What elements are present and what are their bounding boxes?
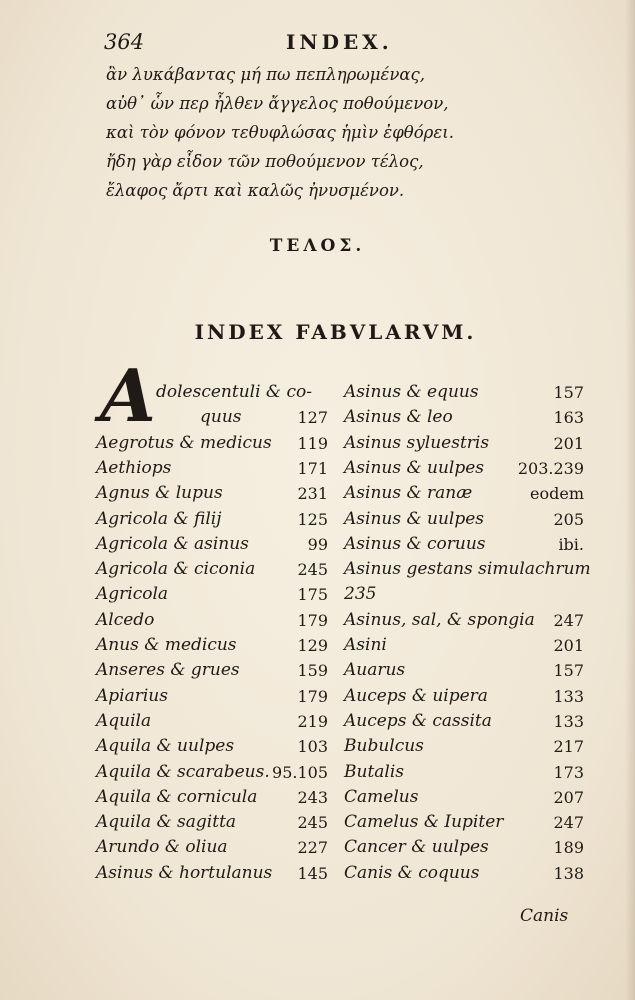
entry-page-number: 157: [553, 661, 584, 681]
entry-page-number: 201: [553, 433, 584, 453]
entry-page-number: 179: [297, 610, 328, 630]
index-entry: [96, 557, 328, 582]
entry-name: Asinus & uulpes: [344, 457, 485, 478]
index-entry: [96, 582, 328, 607]
entry-page-number: 245: [297, 813, 328, 833]
index-entry: [96, 507, 328, 532]
index-entry: [344, 734, 584, 759]
entry-page-number: 203.239: [517, 458, 584, 478]
greek-verse: [106, 60, 486, 205]
index-entry: [96, 380, 328, 405]
index-entry: [96, 633, 328, 658]
index-entry: [344, 658, 584, 683]
entry-page-number: 157: [553, 383, 584, 402]
index-entry: [96, 481, 328, 506]
telos-heading: ΤΕΛΟΣ.: [269, 236, 366, 256]
entry-name: Asinus, sal, & spongia: [344, 609, 535, 630]
entry-name: Canis & coquus: [344, 862, 480, 883]
entry-name: Asinus gestans simulachrum: [344, 559, 591, 580]
entry-name: Asinus & uulpes: [344, 508, 485, 529]
running-header: INDEX.: [286, 30, 393, 54]
entry-page-number: 95.105: [272, 762, 328, 782]
entry-name: Asinus & hortulanus: [96, 862, 273, 883]
entry-name: Anus & medicus: [96, 635, 237, 655]
entry-name: Aquila & scarabeus.: [96, 761, 270, 782]
index-entry: [344, 861, 584, 886]
entry-name: Aegrotus & medicus: [96, 432, 272, 453]
entry-page-number: 145: [297, 863, 328, 883]
entry-name: Auceps & uipera: [344, 685, 488, 706]
entry-name: Agricola & filij: [96, 508, 222, 529]
entry-name: Bubulcus: [344, 736, 424, 757]
drop-cap: A: [100, 353, 156, 438]
entry-page-number: 175: [297, 585, 328, 605]
greek-line: ἔλαφος ἄρτι καὶ καλῶς ἠνυσμένον.: [106, 181, 405, 200]
index-entry: [344, 835, 584, 860]
entry-page-number: 207: [553, 787, 584, 807]
entry-name: dolescentuli & co-: [156, 382, 312, 402]
entry-name: Asinus & equus: [344, 382, 479, 402]
index-entry: [344, 431, 584, 456]
index-entry: [344, 760, 584, 785]
index-entry: [344, 405, 584, 430]
entry-name: Camelus: [344, 786, 419, 807]
entry-page-number: 217: [553, 737, 584, 757]
entry-page-number: 173: [553, 762, 584, 782]
entry-name: Aquila & sagitta: [96, 812, 237, 833]
greek-line: αὐθ᾽ ὧν περ ἦλθεν ἄγγελος ποθούμενον,: [106, 94, 449, 113]
entry-page-number: ibi.: [558, 534, 584, 554]
catchword: Canis: [520, 906, 569, 926]
index-entry: [96, 658, 328, 683]
index-entry: [96, 861, 328, 886]
entry-name: 235: [344, 584, 377, 605]
greek-line: ἤδη γὰρ εἶδον τῶν ποθούμενον τέλος,: [106, 152, 424, 171]
entry-page-number: 179: [297, 686, 328, 706]
entry-page-number: 243: [297, 787, 328, 807]
entry-name: Asini: [344, 635, 387, 655]
entry-page-number: 247: [553, 610, 584, 630]
entry-page-number: 163: [553, 408, 584, 428]
entry-name: Agricola & ciconia: [96, 559, 256, 580]
index-entry: [344, 507, 584, 532]
entry-name: quus: [200, 407, 242, 428]
index-entry: [344, 633, 584, 658]
entry-name: Cancer & uulpes: [344, 837, 489, 858]
index-entry: [344, 380, 584, 405]
index-entry: [344, 532, 584, 557]
entry-page-number: 171: [297, 458, 328, 478]
entry-page-number: 103: [297, 737, 328, 757]
index-entry: [344, 481, 584, 506]
index-entry: [344, 810, 584, 835]
entry-page-number: 125: [297, 509, 328, 529]
index-entry: [344, 582, 584, 607]
index-entry: [344, 684, 584, 709]
entry-page-number: 159: [297, 661, 328, 681]
entry-page-number: eodem: [530, 484, 584, 504]
index-entry: [96, 456, 328, 481]
entry-page-number: 129: [297, 636, 328, 655]
entry-name: Agricola & asinus: [96, 533, 249, 554]
entry-name: Aquila & uulpes: [96, 736, 235, 757]
index-entry: [344, 456, 584, 481]
entry-page-number: 227: [297, 838, 328, 858]
entry-name: Agricola: [96, 584, 169, 605]
entry-page-number: 245: [297, 560, 328, 580]
index-entry: [96, 810, 328, 835]
index-entry: [96, 608, 328, 633]
entry-name: Aquila & cornicula: [96, 786, 258, 807]
entry-page-number: 219: [297, 711, 328, 731]
entry-name: Auceps & cassita: [344, 710, 492, 731]
index-entry: [344, 709, 584, 734]
entry-page-number: 133: [553, 711, 584, 731]
entry-name: Aquila: [96, 710, 152, 731]
entry-page-number: 205: [553, 509, 584, 529]
entry-page-number: 201: [553, 636, 584, 655]
index-entry: [96, 785, 328, 810]
page-number: 364: [104, 30, 145, 54]
entry-name: Apiarius: [96, 685, 168, 706]
entry-page-number: 119: [297, 433, 328, 453]
entry-page-number: 133: [553, 686, 584, 706]
entry-name: Agnus & lupus: [96, 483, 223, 504]
entry-name: Asinus & ranæ: [344, 483, 473, 504]
index-entry: [344, 785, 584, 810]
index-entry: [344, 608, 584, 633]
entry-name: Arundo & oliua: [96, 837, 228, 858]
index-entry: [96, 835, 328, 860]
index-title: INDEX FABVLARVM.: [194, 320, 477, 344]
entry-name: Butalis: [344, 761, 405, 782]
index-entry: [96, 431, 328, 456]
index-entry: [96, 684, 328, 709]
greek-line: καὶ τὸν φόνον τεθυφλώσας ἡμὶν ἐφθόρει.: [106, 123, 454, 142]
entry-name: Alcedo: [96, 609, 155, 630]
index-entry: [344, 557, 591, 582]
entry-name: Asinus & coruus: [344, 533, 486, 554]
entry-name: Auarus: [344, 660, 406, 681]
entry-name: Aethiops: [96, 457, 172, 478]
index-entry: [96, 760, 328, 785]
entry-name: Asinus syluestris: [344, 432, 490, 453]
index-entry: [96, 532, 328, 557]
entry-page-number: 189: [553, 838, 584, 858]
entry-page-number: 99: [307, 534, 328, 554]
entry-name: Asinus & leo: [344, 407, 453, 428]
index-entry: [96, 405, 328, 430]
entry-page-number: 231: [297, 484, 328, 504]
entry-page-number: 127: [297, 408, 328, 428]
entry-name: Anseres & grues: [96, 660, 240, 681]
index-entry: [96, 734, 328, 759]
entry-page-number: 138: [553, 863, 584, 883]
entry-page-number: 247: [553, 813, 584, 833]
greek-line: ἂν λυκάβαντας μή πω πεπληρωμένας,: [106, 65, 426, 84]
entry-name: Camelus & Iupiter: [344, 812, 504, 833]
index-entry: [96, 709, 328, 734]
